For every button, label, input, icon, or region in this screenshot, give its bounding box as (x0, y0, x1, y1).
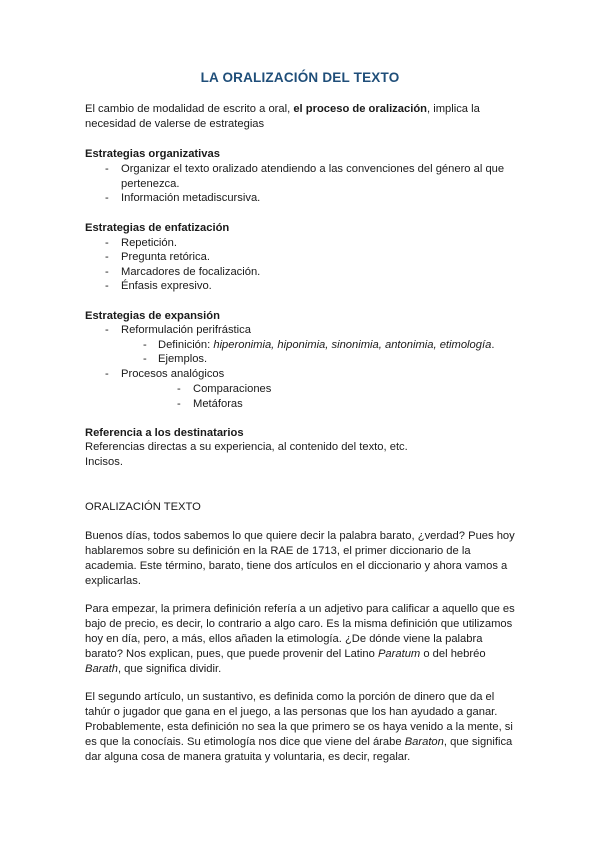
bullet-dash: - (105, 251, 109, 263)
paragraph-line (85, 662, 221, 677)
list-item: Énfasis expresivo. (121, 280, 212, 292)
intro-line-2: necesidad de valerse de estrategias (85, 118, 265, 130)
paragraph-line: hoy en día, pero, a más, ellos añaden la etimología. ¿De dónde viene la palabra (85, 633, 483, 645)
paragraph-line: explicarlas. (85, 575, 141, 587)
list-item: Reformulación perifrástica (121, 324, 251, 336)
italic-term: Paratum (377, 648, 421, 660)
text-run: , que significa dividir. (117, 663, 222, 675)
list-item: Metáforas (193, 398, 243, 410)
italic-term: Baraton (404, 736, 444, 748)
list-item: Comparaciones (193, 383, 272, 395)
bullet-dash: - (177, 383, 181, 395)
paragraph-line: bajo de precio, es decir, lo contrario a algo caro. Es la misma definición que utilizamos (85, 618, 513, 630)
bullet-dash: - (105, 324, 109, 336)
text-run: o del hebréo (420, 648, 486, 660)
list-item: Repetición. (121, 237, 177, 249)
section-subtitle: ORALIZACIÓN TEXTO (85, 501, 201, 513)
paragraph-line: El segundo artículo, un sustantivo, es definida como la porción de dinero que da el (85, 691, 495, 703)
destinatarios-line: Referencias directas a su experiencia, al contenido del texto, etc. (85, 441, 408, 453)
paragraph-line: dar alguna cosa de manera gratuita y voluntaria, es decir, regalar. (85, 751, 411, 763)
italic-term: Barath (85, 663, 118, 675)
intro-text-after: , implica la (427, 103, 480, 115)
paragraph-line: Probablemente, esta definición no sea la que primero se os haya venido a la mente, si (85, 721, 513, 733)
paragraph-line: tahúr o jugador que gana en el juego, a las personas que los han ayudado a ganar. (85, 706, 498, 718)
paragraph-line: Para empezar, la primera definición refería a un adjetivo para calificar a aquello que es (85, 603, 515, 615)
heading-destinatarios: Referencia a los destinatarios (85, 427, 244, 439)
list-item: Procesos analógicos (121, 368, 225, 380)
paragraph-line: Buenos días, todos sabemos lo que quiere decir la palabra barato, ¿verdad? Pues hoy (85, 530, 515, 542)
paragraph-line: hablaremos sobre su definición en la RAE de 1713, el primer diccionario de la (85, 545, 471, 557)
heading-expansion: Estrategias de expansión (85, 310, 220, 322)
bullet-dash: - (105, 163, 109, 175)
list-item-definicion (158, 338, 494, 353)
list-item: pertenezca. (121, 178, 180, 190)
list-item: Pregunta retórica. (121, 251, 210, 263)
bullet-dash: - (105, 280, 109, 292)
bullet-dash: - (105, 266, 109, 278)
destinatarios-line: Incisos. (85, 456, 123, 468)
definicion-label: Definición: (158, 339, 214, 351)
text-run: barato? Nos explican, pues, que puede provenir del Latino (85, 648, 378, 660)
bullet-dash: - (143, 339, 147, 351)
bullet-dash: - (105, 368, 109, 380)
bullet-dash: - (105, 192, 109, 204)
list-item: Marcadores de focalización. (121, 266, 261, 278)
bullet-dash: - (177, 398, 181, 410)
bullet-dash: - (143, 353, 147, 365)
intro-bold: el proceso de oralización (293, 103, 427, 115)
bullet-dash: - (105, 237, 109, 249)
page-title: LA ORALIZACIÓN DEL TEXTO (200, 70, 400, 85)
definicion-terms: hiperonimia, hiponimia, sinonimia, antonimia, etimología (213, 339, 492, 351)
intro-text: El cambio de modalidad de escrito a oral, (85, 103, 294, 115)
paragraph-line (85, 735, 512, 750)
heading-organizativas: Estrategias organizativas (85, 148, 220, 160)
text-run: es que la conocíais. Su etimología nos dice que viene del árabe (85, 736, 405, 748)
list-item: Organizar el texto oralizado atendiendo a las convenciones del género al que (121, 163, 505, 175)
list-item: Información metadiscursiva. (121, 192, 261, 204)
definicion-end: . (491, 339, 495, 351)
heading-enfatizacion: Estrategias de enfatización (85, 222, 230, 234)
paragraph-line (85, 647, 486, 662)
text-run: , que significa (443, 736, 513, 748)
list-item: Ejemplos. (158, 353, 208, 365)
intro-line-1 (85, 102, 480, 117)
paragraph-line: academia. Este término, barato, tiene dos artículos en el diccionario y ahora vamos a (85, 560, 508, 572)
